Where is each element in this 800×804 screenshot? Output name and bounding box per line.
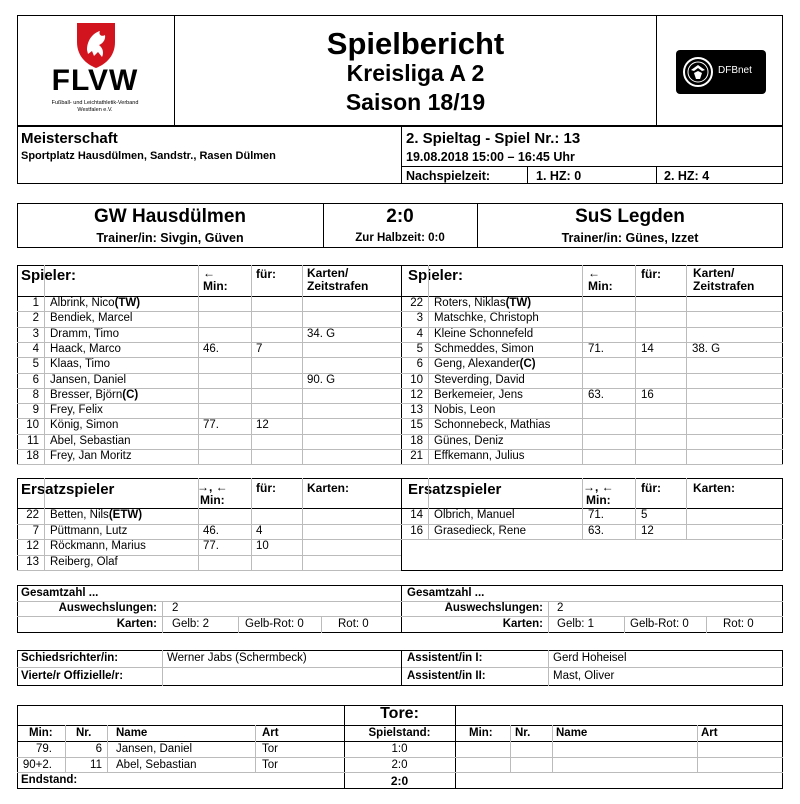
player-number: 2: [32, 312, 39, 325]
goals-title: Tore:: [380, 705, 419, 722]
player-row: [401, 418, 783, 433]
home-for-header: für:: [256, 267, 276, 281]
player-card: 38. G: [692, 342, 721, 355]
player-row: [401, 373, 783, 388]
player-number: 10: [26, 419, 39, 432]
player-row: [17, 418, 401, 433]
away-totals-header: Gesamtzahl ...: [407, 587, 485, 599]
column-divider: [686, 265, 687, 464]
player-name: [434, 311, 539, 326]
away-sub-cards-header: Karten:: [693, 481, 736, 495]
season-label: Saison 18/19: [345, 89, 486, 115]
player-name: [50, 418, 118, 433]
row-divider: [401, 403, 783, 404]
column-divider: [302, 265, 303, 464]
row-divider: [401, 524, 783, 525]
player-name-text: Haack, Marco: [50, 342, 121, 355]
player-sub-minute: 63.: [588, 524, 604, 537]
away-trainer: Trainer/in: Günes, Izzet: [561, 231, 699, 245]
goal-type: Tor: [262, 758, 278, 771]
column-divider: [582, 478, 583, 539]
goal-type: Tor: [262, 743, 278, 755]
away-cards-header: Karten/ Zeitstrafen: [693, 266, 755, 293]
player-name: [434, 403, 495, 418]
goals-col-nr-away: Nr.: [515, 727, 531, 739]
player-row: [17, 311, 401, 326]
player-name-text: Schonnebeck, Mathias: [434, 419, 551, 432]
player-name: [50, 524, 127, 539]
player-name: [50, 539, 146, 554]
row-divider: [17, 357, 401, 358]
player-number: 14: [410, 509, 423, 521]
player-row: [17, 357, 401, 372]
player-name: [434, 373, 525, 388]
column-divider: [428, 265, 429, 464]
player-number: 12: [410, 388, 423, 401]
player-number: 4: [32, 342, 39, 355]
player-row: [401, 403, 783, 418]
goal-minute: 90+2.: [22, 758, 52, 771]
player-name-text: Abel, Sebastian: [50, 434, 131, 447]
assistant2-label: Assistent/in II:: [407, 670, 486, 682]
matchday: 2. Spieltag - Spiel Nr.: 13: [406, 130, 581, 147]
away-subs-header: Ersatzspieler: [408, 481, 502, 498]
player-number: 18: [410, 434, 423, 447]
home-sub-for-header: für:: [256, 481, 276, 495]
final-score-value: 2:0: [390, 774, 409, 788]
column-divider: [635, 478, 636, 539]
match-datetime: 19.08.2018 15:00 – 16:45 Uhr: [406, 150, 575, 164]
goals-col-type-away: Art: [701, 727, 718, 739]
player-sub-for: 12: [641, 524, 654, 537]
player-number: 3: [32, 327, 39, 340]
away-cards-label: Karten:: [502, 618, 543, 630]
player-sub-for: 12: [256, 419, 269, 432]
player-row: [17, 403, 401, 418]
player-number: 13: [410, 404, 423, 417]
home-sub-min-header: →, ← Min:: [197, 480, 228, 507]
player-name: [50, 296, 140, 311]
player-role-tag: (TW): [114, 297, 141, 309]
row-divider: [17, 524, 401, 525]
away-sub-for-header: für:: [641, 481, 661, 495]
player-name-text: Albrink, Nico: [50, 297, 115, 309]
column-divider: [44, 478, 45, 570]
player-role-tag: (C): [519, 358, 536, 371]
home-players-header: Spieler:: [21, 267, 77, 284]
row-divider: [17, 539, 401, 540]
player-row: [17, 555, 401, 570]
row-divider: [17, 311, 401, 312]
goals-col-type: Art: [262, 727, 279, 739]
player-name: [434, 342, 534, 357]
player-name-text: Schmeddes, Simon: [434, 342, 534, 355]
row-divider: [17, 327, 401, 328]
fourth-official-label: Vierte/r Offizielle/r:: [21, 670, 124, 682]
player-number: 22: [26, 509, 39, 521]
goals-col-min: Min:: [29, 727, 53, 739]
home-red-count: Rot: 0: [338, 618, 369, 630]
player-name-text: Reiberg, Olaf: [50, 555, 118, 568]
goals-col-score: Spielstand:: [368, 727, 431, 739]
flvw-logo: [30, 20, 160, 120]
away-players-header: Spieler:: [408, 267, 464, 284]
flvw-logo-text: FLVW: [51, 64, 139, 97]
player-name-text: Dramm, Timo: [50, 327, 119, 340]
player-row: [17, 434, 401, 449]
home-subs-count-label: Auswechslungen:: [58, 602, 157, 614]
player-name: [50, 342, 121, 357]
player-name-text: Matschke, Christoph: [434, 312, 539, 325]
home-cards-label: Karten:: [116, 618, 157, 630]
away-out-min-header: ← Min:: [588, 266, 613, 293]
goal-minute: 79.: [36, 743, 52, 755]
row-divider: [17, 373, 401, 374]
home-out-min-header: ← Min:: [203, 266, 228, 293]
player-name: [50, 403, 103, 418]
player-role-tag: (ETW): [108, 509, 143, 521]
row-divider: [401, 342, 783, 343]
player-number: 1: [32, 297, 39, 309]
player-name-text: Roters, Niklas: [434, 297, 506, 309]
goal-player-name: Jansen, Daniel: [116, 743, 193, 755]
player-sub-for: 5: [641, 509, 648, 521]
column-divider: [582, 265, 583, 464]
player-name-text: Steverding, David: [434, 373, 525, 386]
player-number: 10: [410, 373, 423, 386]
row-divider: [401, 388, 783, 389]
row-divider: [17, 403, 401, 404]
player-sub-minute: 46.: [203, 524, 219, 537]
player-row: [401, 342, 783, 357]
player-sub-minute: 71.: [588, 509, 604, 521]
player-sub-minute: 46.: [203, 342, 219, 355]
player-sub-minute: 77.: [203, 419, 219, 432]
goals-col-name: Name: [116, 727, 148, 739]
player-number: 3: [416, 312, 423, 325]
row-divider: [401, 327, 783, 328]
column-divider: [198, 478, 199, 570]
player-name: [434, 449, 525, 464]
column-divider: [686, 478, 687, 539]
player-number: 16: [410, 524, 423, 537]
player-row: [401, 524, 783, 539]
home-subs-header: Ersatzspieler: [21, 481, 115, 498]
column-divider: [198, 265, 199, 464]
player-name-text: Geng, Alexander: [434, 358, 520, 371]
player-sub-for: 14: [641, 342, 654, 355]
row-divider: [401, 357, 783, 358]
away-red-count: Rot: 0: [723, 618, 754, 630]
player-name-text: Betten, Nils: [50, 509, 109, 521]
player-row: [17, 373, 401, 388]
player-name-text: König, Simon: [50, 419, 119, 432]
goal-player-number: 11: [90, 758, 102, 771]
player-name: [50, 357, 110, 372]
player-sub-for: 10: [256, 540, 269, 552]
flvw-crest-icon: [73, 20, 119, 70]
row-divider: [17, 342, 401, 343]
row-divider: [17, 434, 401, 435]
assistant1-name: Gerd Hoheisel: [553, 652, 627, 664]
player-name: [50, 555, 118, 570]
row-divider: [401, 311, 783, 312]
goal-score: 1:0: [391, 743, 408, 755]
player-row: [17, 539, 401, 554]
column-divider: [44, 265, 45, 464]
venue: Sportplatz Hausdülmen, Sandstr., Rasen Dülmen: [21, 150, 276, 162]
player-name: [434, 434, 504, 449]
row-divider: [17, 464, 401, 465]
competition-type: Meisterschaft: [21, 130, 118, 147]
player-name: [50, 311, 132, 326]
player-name-text: Bendiek, Marcel: [50, 312, 133, 325]
player-row: [401, 357, 783, 372]
player-name-text: Bresser, Björn: [50, 388, 123, 401]
home-sub-cards-header: Karten:: [307, 481, 350, 495]
flvw-logo-subtext: Fußball- und Leichtathletik-Verband Westfalen e.V.: [51, 100, 139, 113]
away-subs-count: 2: [557, 602, 564, 614]
row-divider: [17, 555, 401, 556]
row-divider: [17, 449, 401, 450]
player-name: [434, 388, 523, 403]
player-name: [50, 373, 126, 388]
player-number: 6: [32, 373, 39, 386]
player-name-text: Klaas, Timo: [50, 358, 111, 371]
player-row: [401, 434, 783, 449]
row-divider: [401, 449, 783, 450]
home-yellow-count: Gelb: 2: [172, 618, 210, 630]
row-divider: [401, 464, 783, 465]
goal-score: 2:0: [391, 758, 408, 771]
player-number: 6: [416, 358, 423, 371]
player-row: [401, 508, 783, 523]
player-name: [50, 508, 142, 523]
player-number: 13: [26, 555, 39, 568]
player-name: [434, 524, 526, 539]
referee-label: Schiedsrichter/in:: [21, 652, 119, 664]
player-name: [434, 418, 550, 433]
away-yellow-count: Gelb: 1: [557, 618, 595, 630]
player-row: [17, 449, 401, 464]
player-number: 22: [410, 297, 423, 309]
player-name-text: Frey, Felix: [50, 404, 103, 417]
player-name-text: Jansen, Daniel: [50, 373, 127, 386]
row-divider: [401, 418, 783, 419]
player-card: 34. G: [307, 327, 336, 340]
home-team-name: GW Hausdülmen: [93, 206, 246, 227]
player-number: 11: [27, 434, 39, 447]
player-name: [50, 434, 131, 449]
page-title: Spielbericht: [326, 26, 505, 61]
player-name-text: Kleine Schonnefeld: [434, 327, 534, 340]
player-sub-for: 7: [256, 342, 263, 355]
player-sub-for: 16: [641, 388, 654, 401]
player-row: [401, 388, 783, 403]
dfb-eagle-icon: [682, 56, 714, 88]
player-row: [17, 296, 401, 311]
player-name-text: Grasedieck, Rene: [434, 524, 527, 537]
player-name: [434, 327, 533, 342]
player-row: [401, 327, 783, 342]
player-number: 4: [416, 327, 423, 340]
player-name: [50, 388, 138, 403]
column-divider: [428, 478, 429, 539]
away-team-name: SuS Legden: [575, 206, 685, 227]
player-number: 9: [32, 404, 39, 417]
player-row: [17, 508, 401, 523]
row-divider: [401, 373, 783, 374]
player-number: 5: [416, 342, 423, 355]
player-sub-minute: 63.: [588, 388, 604, 401]
player-sub-for: 4: [256, 524, 263, 537]
row-divider: [17, 388, 401, 389]
player-name-text: Nobis, Leon: [434, 404, 496, 417]
player-number: 21: [410, 450, 423, 462]
final-score-label: Endstand:: [21, 774, 78, 786]
player-card: 90. G: [307, 373, 336, 386]
extra-time-label: Nachspielzeit:: [406, 169, 491, 183]
player-name: [434, 357, 536, 372]
row-divider: [17, 570, 401, 571]
player-number: 7: [32, 524, 39, 537]
away-yellowred-count: Gelb-Rot: 0: [630, 618, 689, 630]
player-name: [50, 449, 132, 464]
player-number: 5: [32, 358, 39, 371]
dfbnet-text: DFBnet: [718, 65, 752, 76]
extra-time-hz1: 1. HZ: 0: [536, 169, 582, 183]
player-name: [434, 296, 531, 311]
home-trainer: Trainer/in: Sivgin, Güven: [96, 231, 244, 245]
player-name-text: Berkemeier, Jens: [434, 388, 523, 401]
away-sub-min-header: →, ← Min:: [583, 480, 614, 507]
away-subs-count-label: Auswechslungen:: [444, 602, 543, 614]
away-for-header: für:: [641, 267, 661, 281]
player-name: [50, 327, 119, 342]
player-number: 18: [26, 450, 39, 462]
halftime-score: Zur Halbzeit: 0:0: [355, 232, 445, 244]
home-yellowred-count: Gelb-Rot: 0: [245, 618, 304, 630]
player-number: 12: [26, 540, 39, 552]
player-name-text: Röckmann, Marius: [50, 540, 146, 552]
assistant2-name: Mast, Oliver: [553, 670, 615, 682]
goal-player-number: 6: [95, 743, 102, 755]
home-totals-header: Gesamtzahl ...: [21, 587, 99, 599]
column-divider: [251, 478, 252, 570]
goals-col-min-away: Min:: [469, 727, 493, 739]
goals-col-name-away: Name: [556, 727, 588, 739]
column-divider: [251, 265, 252, 464]
referee-name: Werner Jabs (Schermbeck): [167, 652, 307, 664]
player-role-tag: (C): [122, 388, 139, 401]
player-sub-minute: 77.: [203, 540, 219, 552]
player-name: [434, 508, 515, 523]
home-subs-count: 2: [172, 602, 179, 614]
player-row: [401, 449, 783, 464]
assistant1-label: Assistent/in I:: [407, 652, 483, 664]
player-row: [17, 342, 401, 357]
column-divider: [302, 478, 303, 570]
extra-time-hz2: 2. HZ: 4: [664, 169, 710, 183]
player-row: [401, 311, 783, 326]
player-row: [17, 388, 401, 403]
row-divider: [401, 434, 783, 435]
player-row: [17, 327, 401, 342]
column-divider: [635, 265, 636, 464]
row-divider: [401, 539, 783, 540]
player-number: 8: [32, 388, 39, 401]
league-name: Kreisliga A 2: [346, 60, 485, 86]
officials-box: [17, 650, 783, 686]
player-name-text: Olbrich, Manuel: [434, 509, 515, 521]
player-role-tag: (TW): [505, 297, 532, 309]
goal-player-name: Abel, Sebastian: [116, 758, 197, 771]
final-score: 2:0: [386, 206, 414, 227]
home-cards-header: Karten/ Zeitstrafen: [307, 266, 369, 293]
player-name-text: Günes, Deniz: [434, 434, 504, 447]
player-number: 15: [410, 419, 423, 432]
player-row: [401, 296, 783, 311]
player-name-text: Frey, Jan Moritz: [50, 450, 132, 462]
dfbnet-logo: [676, 50, 766, 94]
player-name-text: Püttmann, Lutz: [50, 524, 128, 537]
goals-col-nr: Nr.: [76, 727, 92, 739]
player-sub-minute: 71.: [588, 342, 604, 355]
player-row: [17, 524, 401, 539]
row-divider: [17, 418, 401, 419]
player-name-text: Effkemann, Julius: [434, 450, 525, 462]
